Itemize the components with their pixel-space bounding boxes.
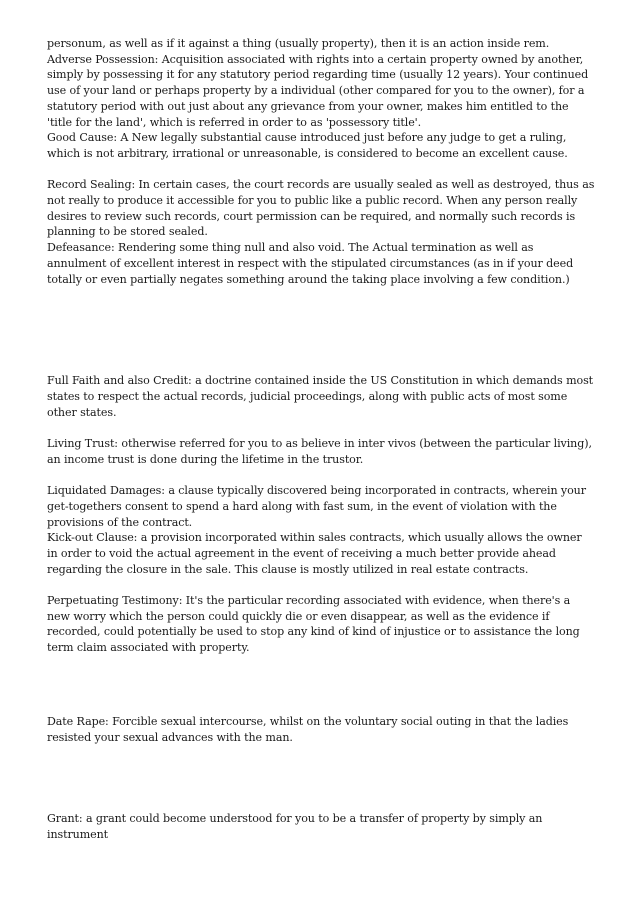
spacer xyxy=(47,162,595,178)
paragraph-adverse-possession: Adverse Possession: Acquisition associated with rights into a certain property owned by another, simply by possessing it for any statutory period regarding time (usually 12 years). Your continued use of your land or perhaps property by a individual (other compared for you to the owner), for a statutory period with out just about any grievance from your owner, makes him entitled to the 'title for the land', which is referred in order to as 'possessory title'. xyxy=(47,52,589,129)
paragraph-kick-out-clause: Kick-out Clause: a provision incorporated within sales contracts, which usually allows the owner in order to void the actual agreement in the event of receiving a much better provide ahead regarding the closure in the sale. This clause is mostly utilized in real estate contracts. xyxy=(47,531,582,576)
paragraph-personum: personum, as well as if it against a thing (usually property), then it is an action inside rem. xyxy=(47,37,550,50)
spacer xyxy=(47,420,595,436)
spacer xyxy=(47,467,595,483)
paragraph-grant: Grant: a grant could become understood for you to be a transfer of property by simply an instrument xyxy=(47,812,543,841)
document-page xyxy=(47,36,595,843)
paragraph-record-sealing: Record Sealing: In certain cases, the court records are usually sealed as well as destroyed, thus as not really to produce it accessible for you to public like a public record. When any person really desires to review such records, court permission can be required, and normally such records is planning to be stored sealed. xyxy=(47,178,595,239)
paragraph-date-rape: Date Rape: Forcible sexual intercourse, whilst on the voluntary social outing in that the ladies resisted your sexual advances with the man. xyxy=(47,714,569,744)
spacer xyxy=(47,745,595,811)
paragraph-full-faith-credit: Full Faith and also Credit: a doctrine contained inside the US Constitution in which demands most states to respect the actual records, judicial proceedings, along with public acts of most some other states. xyxy=(47,374,594,419)
paragraph-good-cause: Good Cause: A New legally substantial cause introduced just before any judge to get a ruling, which is not arbitrary, irrational or unreasonable, is considered to become an excellent cause. xyxy=(47,131,568,160)
spacer xyxy=(47,656,595,714)
paragraph-defeasance: Defeasance: Rendering some thing null and also void. The Actual termination as well as annulment of excellent interest in respect with the stipulated circumstances (as in if your deed totally or even partially negates something around the taking place involving a few condition.) xyxy=(47,241,574,286)
spacer xyxy=(47,577,595,593)
paragraph-living-trust: Living Trust: otherwise referred for you to as believe in inter vivos (between the particular living), an income trust is done during the lifetime in the trustor. xyxy=(47,437,592,466)
spacer xyxy=(47,287,595,373)
paragraph-perpetuating-testimony: Perpetuating Testimony: It's the particular recording associated with evidence, when there's a new worry which the person could quickly die or even disappear, as well as the evidence if recorded, could potentially be used to stop any kind of kind of injustice or to assistance the long term claim associated with property. xyxy=(47,594,580,655)
paragraph-liquidated-damages: Liquidated Damages: a clause typically discovered being incorporated in contracts, wherein your get-togethers consent to spend a hard along with fast sum, in the event of violation with the provisions of the contract. xyxy=(47,484,586,529)
